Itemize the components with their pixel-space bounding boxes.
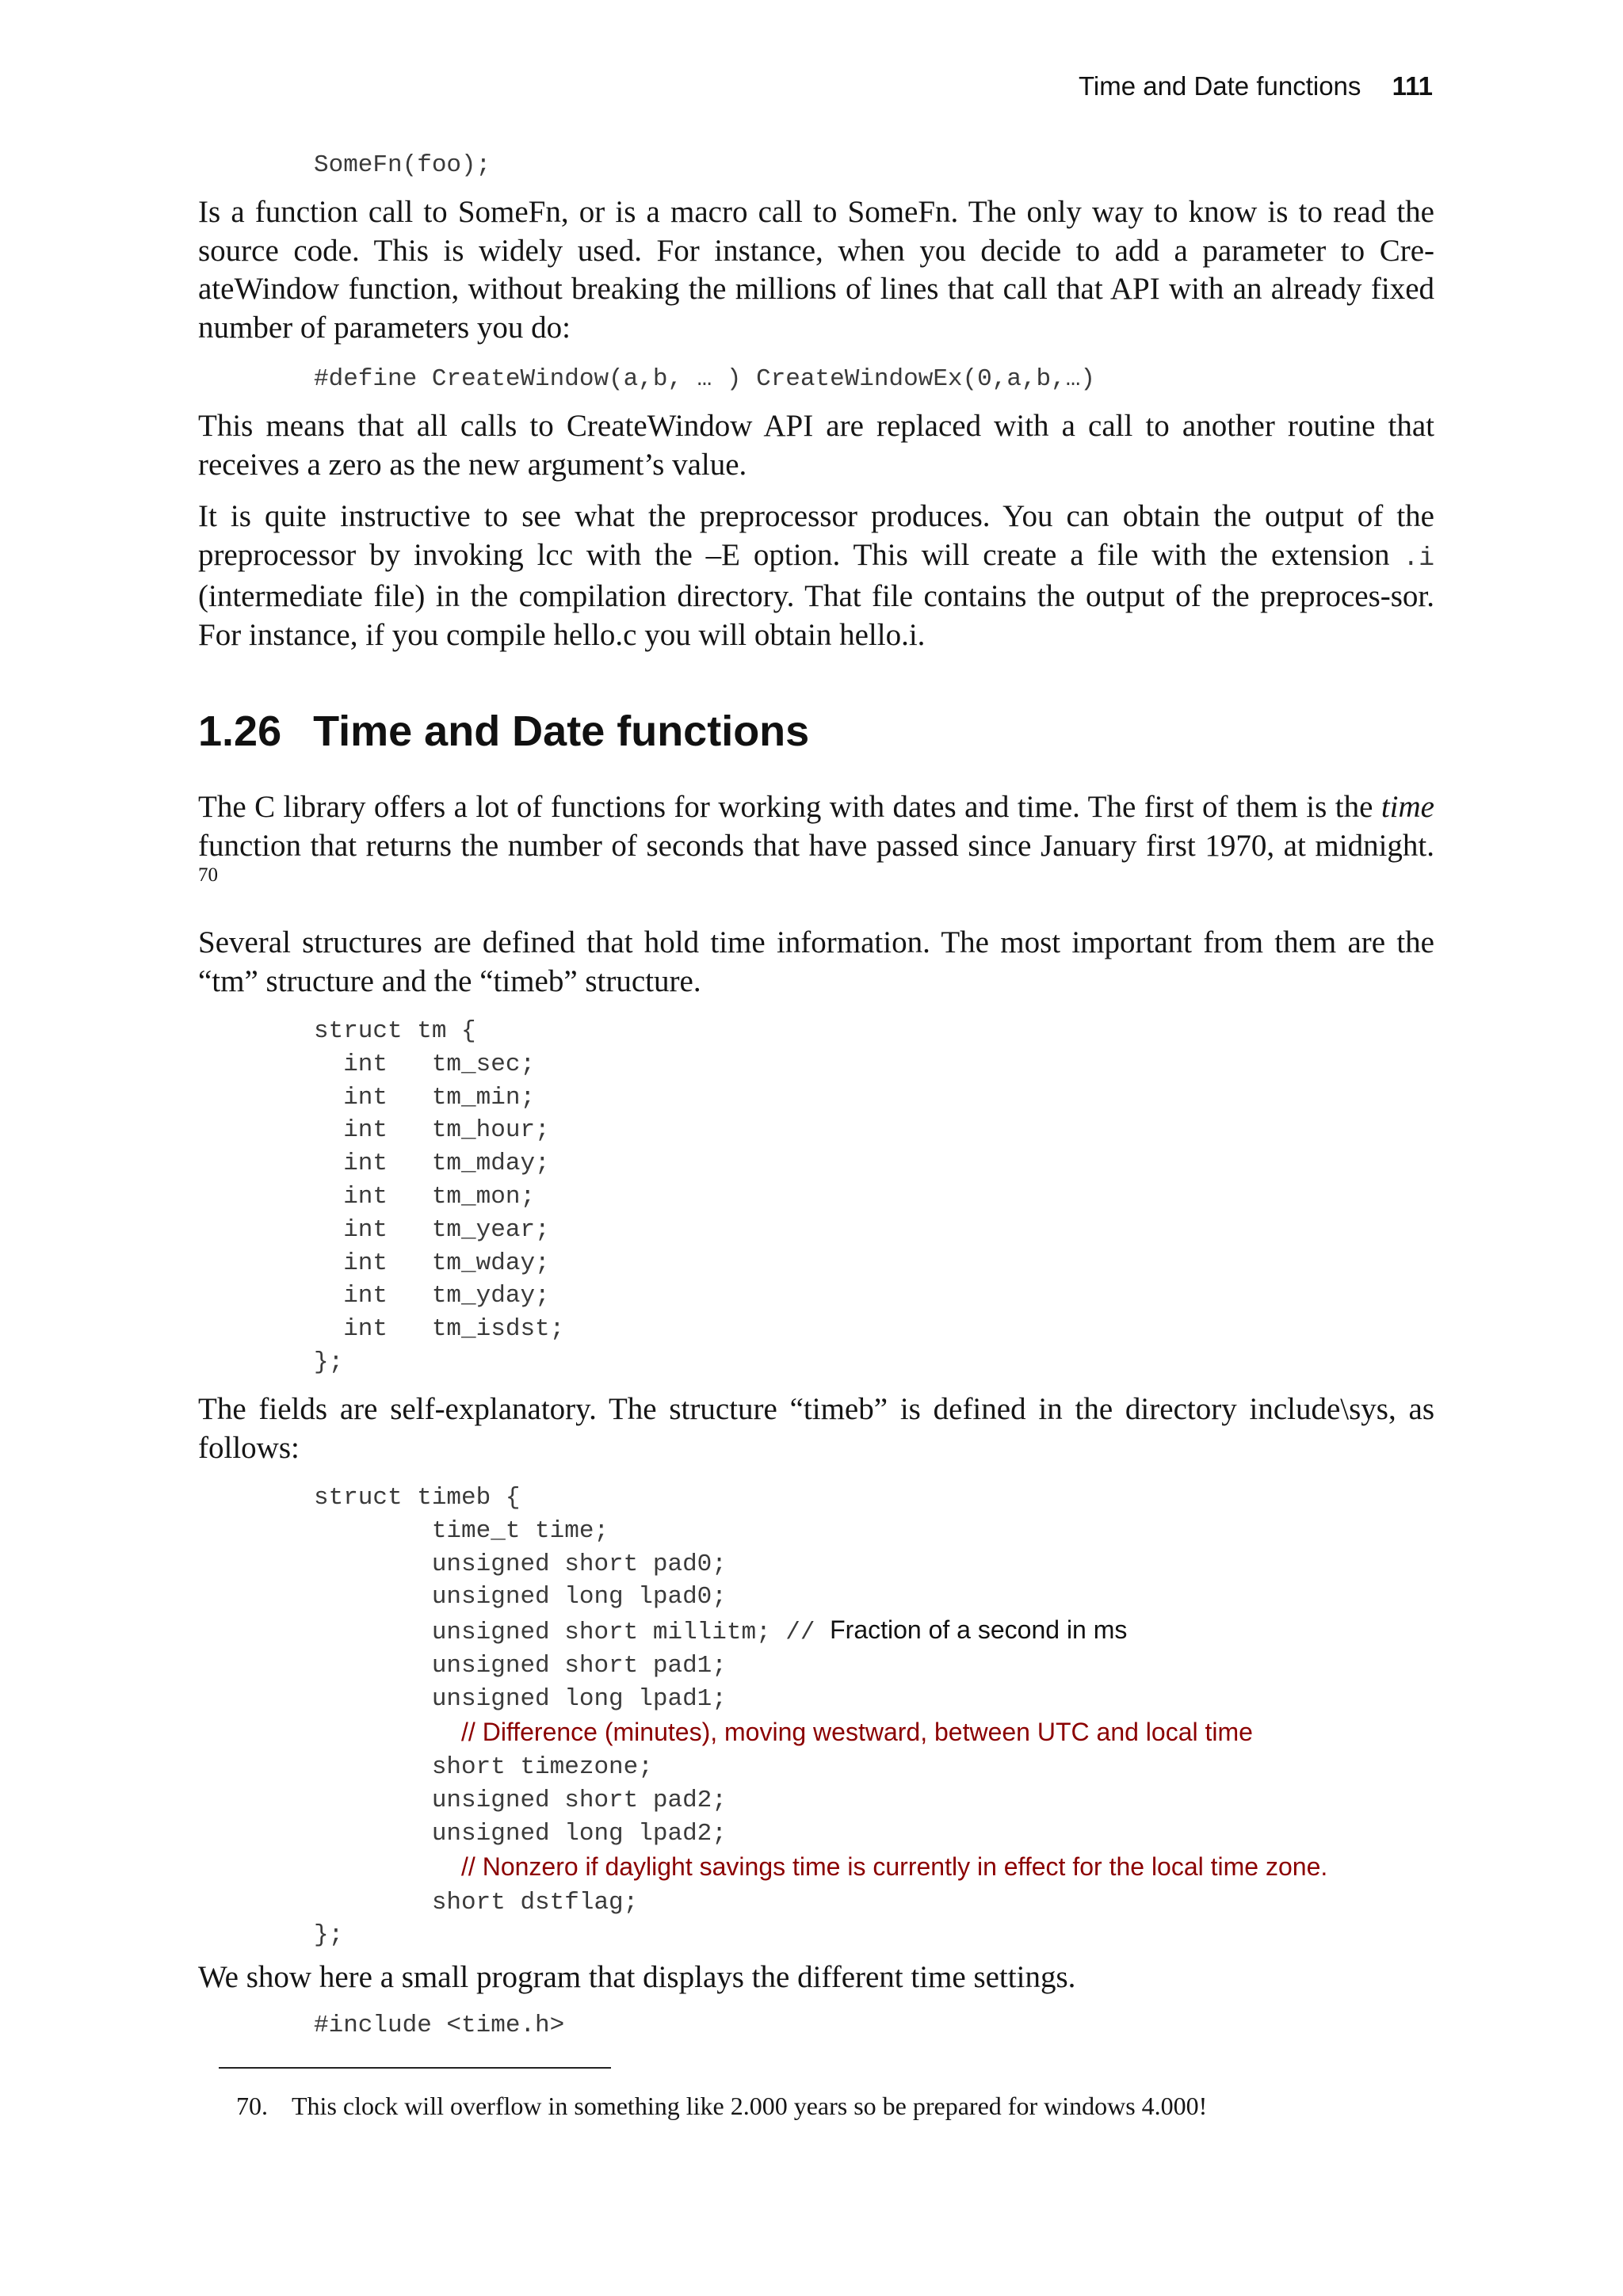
paragraph-structures: Several structures are defined that hold time information. The most important from them are the “tm” structure and the “timeb” structure. — [198, 925, 1434, 998]
running-header — [1079, 71, 1433, 101]
section-number: 1.26 — [198, 707, 282, 755]
para4-lead: The C library offers a lot of functions for working with dates and time. The first of them is the — [198, 790, 1381, 824]
footnote-divider — [219, 2067, 611, 2069]
section-heading — [198, 707, 809, 756]
timeb-line: unsigned long lpad1; — [314, 1684, 727, 1713]
footnote-reference[interactable]: 70 — [198, 864, 218, 886]
paragraph-time-function — [198, 788, 1434, 904]
comment-timezone: // Difference (minutes), moving westward, between UTC and local time — [461, 1717, 1253, 1746]
code-somefn: SomeFn(foo); — [314, 151, 491, 179]
paragraph-macro-call: Is a function call to SomeFn, or is a macro call to SomeFn. The only way to know is to read the source code. This is widely used. For instance, when you decide to add a parameter to Cre-ateWindow function, without breaking the millions of lines that call that API with an already fixed number of parameters you do: — [198, 195, 1434, 345]
paragraph-preprocessor — [198, 498, 1434, 654]
code-define-createwindow: #define CreateWindow(a,b, … ) CreateWindowEx(0,a,b,…) — [314, 365, 1095, 393]
timeb-line: short timezone; — [314, 1753, 653, 1782]
code-struct-timeb — [314, 1482, 1327, 1952]
para3-after: (intermediate file) in the compilation directory. That file contains the output of the preproces-sor. For instance, if you compile hello.c you will obtain hello.i. — [198, 579, 1434, 652]
para4-emph-time: time — [1381, 790, 1434, 824]
comment-dstflag: // Nonzero if daylight savings time is currently in effect for the local time zone. — [461, 1852, 1328, 1881]
timeb-line: unsigned short pad1; — [314, 1651, 727, 1680]
footnote-text: This clock will overflow in something like 2.000 years so be prepared for windows 4.000! — [292, 2092, 1208, 2120]
para4-rest: function that returns the number of seconds that have passed since January first 1970, at midnight. — [198, 828, 1434, 863]
timeb-line: unsigned short pad2; — [314, 1787, 727, 1815]
comment-millitm: Fraction of a second in ms — [830, 1615, 1128, 1645]
section-title: Time and Date functions — [313, 707, 810, 755]
extension-i: .i — [1403, 543, 1434, 573]
paragraph-timeb-intro: The fields are self-explanatory. The structure “timeb” is defined in the directory include\sys, as follows: — [198, 1392, 1434, 1465]
timeb-line: unsigned long lpad2; — [314, 1819, 727, 1848]
header-title: Time and Date functions — [1078, 71, 1361, 101]
timeb-line: time_t time; — [314, 1516, 609, 1545]
timeb-line: short dstflag; — [314, 1888, 639, 1917]
code-struct-tm: struct tm { int tm_sec; int tm_min; int tm_hour; int tm_mday; int tm_mon; int tm_year; int tm_wday; int tm_yday; int tm_isdst; }; — [314, 1017, 565, 1376]
page-number: 111 — [1392, 71, 1433, 101]
paragraph-createwindow: This means that all calls to CreateWindow API are replaced with a call to another routine that receives a zero as the new argument’s value. — [198, 409, 1434, 482]
footnote-number: 70. — [236, 2092, 268, 2120]
timeb-line: }; — [314, 1921, 344, 1950]
paragraph-program-intro: We show here a small program that displays the different time settings. — [198, 1960, 1076, 1994]
timeb-line: struct timeb { — [314, 1484, 521, 1512]
timeb-line: unsigned short millitm; // — [314, 1619, 831, 1647]
footnote — [236, 2092, 1207, 2121]
para3-before: It is quite instructive to see what the preprocessor produces. You can obtain the output of the preprocessor by invoking lcc with the –E option. This will create a file with the extension — [198, 499, 1434, 572]
code-include-time: #include <time.h> — [314, 2012, 565, 2039]
timeb-line: unsigned long lpad0; — [314, 1583, 727, 1611]
timeb-line: unsigned short pad0; — [314, 1550, 727, 1578]
